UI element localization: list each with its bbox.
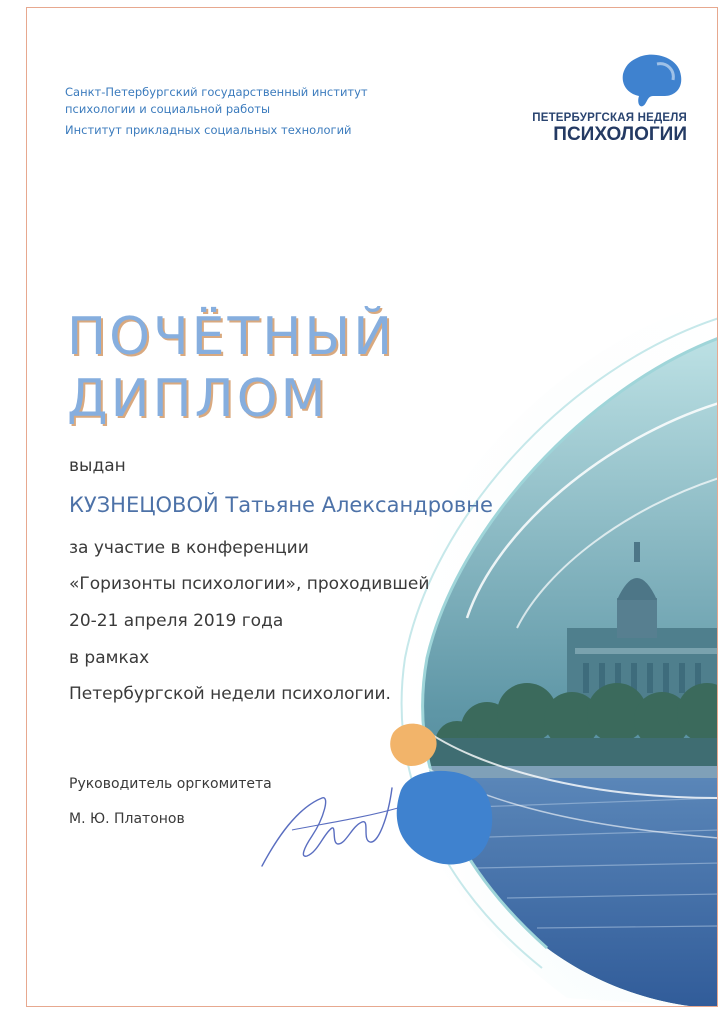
handwritten-signature (252, 778, 402, 878)
sub-institute-name: Институт прикладных социальных технологий (65, 123, 352, 137)
conference-name-line: «Горизонты психологии», проходившей (69, 574, 430, 594)
title-line1: ПОЧЁТНЫЙ (67, 307, 396, 367)
participation-line: за участие в конференции (69, 538, 309, 558)
head-profile-icon (617, 52, 689, 110)
logo-text-top: ПЕТЕРБУРГСКАЯ НЕДЕЛЯ (532, 112, 687, 124)
issued-label: выдан (69, 456, 126, 476)
recipient-name: КУЗНЕЦОВОЙ Татьяне Александровне (69, 493, 493, 517)
diploma-title (67, 306, 395, 430)
title-line2: ДИПЛОМ (67, 369, 329, 429)
event-name-line: Петербургской недели психологии. (69, 684, 391, 704)
certificate-page (26, 7, 718, 1007)
conference-date-line: 20-21 апреля 2019 года (69, 611, 284, 631)
institute-name-line1: Санкт-Петербургский государственный институт (65, 85, 368, 99)
institution-header (65, 84, 405, 139)
institute-name-line2: психологии и социальной работы (65, 102, 271, 116)
signatory-role: Руководитель оргкомитета (69, 776, 272, 792)
psychology-week-logo (497, 52, 697, 148)
framework-line: в рамках (69, 648, 150, 668)
logo-text-main: ПСИХОЛОГИИ (553, 124, 687, 145)
signatory-name: М. Ю. Платонов (69, 811, 185, 827)
